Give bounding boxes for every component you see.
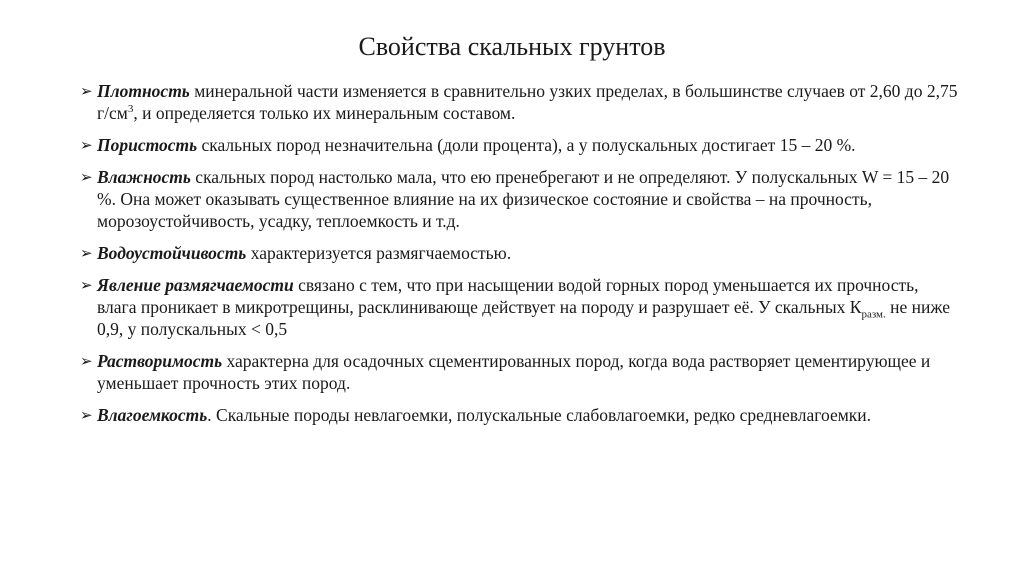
slide-title: Свойства скальных грунтов bbox=[358, 32, 666, 61]
arrow-bullet-icon: ➢ bbox=[80, 352, 93, 370]
moisture-text: скальных пород настолько мала, что ею пренебрегают и не определяют. У полускальных W = 15 – 20 %. Она может оказывать существенное влияние на их физическое состояние и свойства – на прочность, морозоустойчивость, усадку, теплоемкость и т.д. bbox=[97, 167, 950, 231]
softening-text-end: не ниже 0,9, у полускальных < 0,5 bbox=[97, 297, 950, 339]
list-item-water-resistance bbox=[80, 242, 960, 264]
term-moisture: Влажность bbox=[97, 167, 191, 187]
moisture-capacity-text: . Скальные породы невлагоемки, полускальные слабовлагоемки, редко средневлагоемки. bbox=[207, 405, 872, 425]
density-text: минеральной части изменяется в сравнительно узких пределах, в большинстве случаев от 2,60 до 2,75 г/см bbox=[97, 81, 958, 123]
list-item-solubility bbox=[80, 350, 960, 394]
density-superscript: 3 bbox=[127, 103, 134, 116]
list-item-softening bbox=[80, 274, 960, 340]
softening-text: связано с тем, что при насыщении водой горных пород уменьшается их прочность, влага проникает в микротрещины, расклинивающе действует на породу и разрушает её. У скальных К bbox=[97, 275, 919, 317]
list-item-moisture bbox=[80, 166, 960, 232]
arrow-bullet-icon: ➢ bbox=[80, 244, 93, 262]
term-porosity: Пористость bbox=[97, 135, 198, 155]
term-moisture-capacity: Влагоемкость bbox=[97, 405, 208, 425]
term-water-resistance: Водоустойчивость bbox=[97, 243, 247, 263]
arrow-bullet-icon: ➢ bbox=[80, 82, 93, 100]
softening-subscript: разм. bbox=[861, 308, 886, 321]
list-item-moisture-capacity bbox=[80, 404, 960, 426]
water-resistance-text: характеризуется размягчаемостью. bbox=[246, 243, 512, 263]
term-solubility: Растворимость bbox=[97, 351, 223, 371]
term-softening: Явление размягчаемости bbox=[97, 275, 294, 295]
list-item-porosity bbox=[80, 134, 960, 156]
list-item-density bbox=[80, 80, 960, 124]
arrow-bullet-icon: ➢ bbox=[80, 406, 93, 424]
arrow-bullet-icon: ➢ bbox=[80, 168, 93, 186]
property-list bbox=[80, 80, 960, 436]
term-density: Плотность bbox=[97, 81, 190, 101]
solubility-text: характерна для осадочных сцементированных пород, когда вода растворяет цементирующее и уменьшает прочность этих пород. bbox=[97, 351, 931, 393]
arrow-bullet-icon: ➢ bbox=[80, 276, 93, 294]
arrow-bullet-icon: ➢ bbox=[80, 136, 93, 154]
porosity-text: скальных пород незначительна (доли процента), а у полускальных достигает 15 – 20 %. bbox=[197, 135, 856, 155]
density-text-end: , и определяется только их минеральным составом. bbox=[133, 103, 516, 123]
